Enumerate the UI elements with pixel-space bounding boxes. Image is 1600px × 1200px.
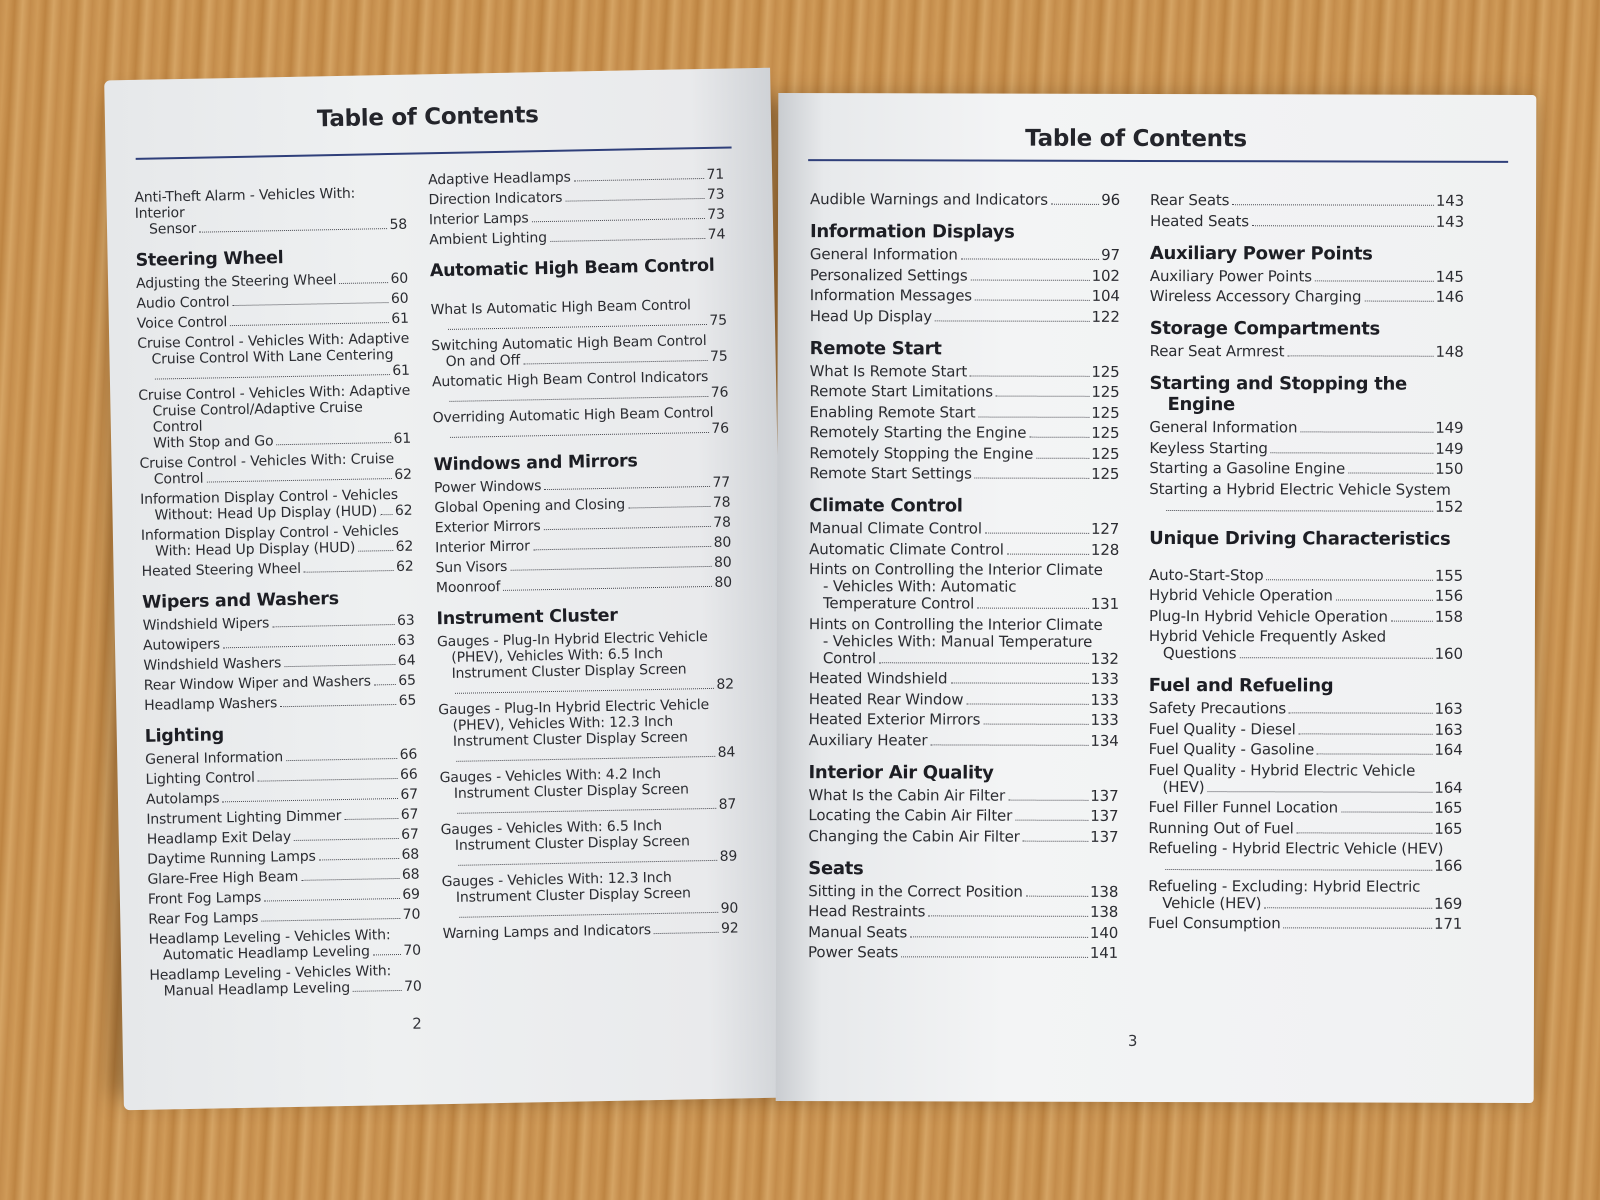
toc-entry: Global Opening and Closing 78	[434, 494, 731, 517]
toc-entry: Personalized Settings 102	[809, 265, 1120, 285]
toc-entry: Power Windows 77	[433, 474, 731, 497]
toc-entry: Gauges - Plug-In Hybrid Electric Vehicle (PHEV), Vehicles With: 12.3 Inch Instrument Cluster Display Screen 84	[438, 696, 736, 761]
toc-entry: Locating the Cabin Air Filter 137	[808, 806, 1119, 825]
section-heading: Seats	[808, 857, 864, 879]
toc-section-seats	[808, 858, 1118, 962]
toc-entry: Automatic Climate Control 128	[809, 539, 1120, 559]
toc-entry: What Is the Cabin Air Filter 137	[808, 785, 1119, 805]
right-column-2	[1148, 192, 1464, 946]
section-heading: Fuel and Refueling	[1148, 674, 1334, 697]
toc-entry: Cruise Control - Vehicles With: Cruise Control 62	[139, 450, 412, 488]
toc-entry: Remotely Starting the Engine 125	[809, 423, 1120, 442]
toc-entry: Heated Steering Wheel 62	[141, 558, 414, 580]
toc-section-instrument-cluster	[436, 604, 738, 943]
page-number: 2	[412, 1014, 423, 1033]
toc-entry: Adaptive Headlamps 71	[427, 166, 725, 189]
toc-entry: Changing the Cabin Air Filter 137	[808, 826, 1119, 846]
toc-entry: Fuel Quality - Hybrid Electric Vehicle (HEV) 164	[1148, 760, 1463, 797]
section-heading: Starting and Stopping the Engine	[1149, 372, 1408, 416]
toc-entry: Daytime Running Lamps 68	[146, 846, 420, 868]
toc-entry: Gauges - Vehicles With: 12.3 Inch Instrument Cluster Display Screen 90	[441, 869, 739, 917]
toc-section-aux-power	[1150, 242, 1464, 305]
section-heading: Remote Start	[809, 337, 942, 359]
toc-section-starting	[1149, 373, 1463, 515]
toc-entry: Glare-Free High Beam 68	[147, 866, 420, 888]
toc-entry: Autolamps 67	[145, 786, 419, 808]
toc-entry: Auxiliary Heater 134	[808, 730, 1119, 750]
toc-entry: Information Messages 104	[809, 286, 1120, 305]
toc-entry: Rear Seats 143	[1150, 190, 1465, 210]
toc-entry: General Information 66	[145, 746, 418, 768]
toc-entry: Rear Seat Armrest 148	[1149, 341, 1464, 361]
toc-entry: Headlamp Exit Delay 67	[146, 826, 419, 848]
toc-entry: Cruise Control - Vehicles With: Adaptive Cruise Control With Lane Centering 61	[137, 330, 410, 380]
toc-section-steering-wheel	[135, 246, 413, 580]
toc-entry: Fuel Filler Funnel Location 165	[1148, 797, 1463, 817]
page-title: Table of Contents	[1025, 125, 1247, 153]
toc-entry: Head Up Display 122	[809, 306, 1120, 326]
toc-entry: Windshield Washers 64	[143, 652, 416, 674]
toc-entry: Manual Seats 140	[808, 922, 1119, 942]
toc-entry: Interior Mirror 80	[435, 534, 732, 557]
toc-entry: Starting a Gasoline Engine 150	[1149, 458, 1464, 478]
toc-entry: Adjusting the Steering Wheel 60	[135, 270, 409, 292]
toc-entry: Information Display Control - Vehicles With: Head Up Display (HUD) 62	[140, 522, 414, 560]
section-heading: Instrument Cluster	[436, 605, 618, 630]
toc-section-air-quality	[808, 762, 1118, 846]
toc-entry: Direction Indicators 73	[428, 186, 725, 209]
toc-section-windows-mirrors	[433, 450, 732, 597]
toc-entry: Exterior Mirrors 78	[434, 514, 731, 537]
toc-entry: Instrument Lighting Dimmer 67	[146, 806, 419, 828]
toc-entry: Rear Window Wiper and Washers 65	[143, 672, 416, 694]
left-column-1	[134, 185, 422, 1013]
toc-section	[134, 185, 407, 238]
page-number: 3	[1127, 1031, 1138, 1050]
toc-entry: Heated Seats 143	[1149, 211, 1465, 231]
toc-entry: Auxiliary Power Points 145	[1149, 266, 1464, 286]
toc-entry: Heated Rear Window 133	[808, 689, 1119, 709]
toc-entry: Starting a Hybrid Electric Vehicle System 152	[1149, 479, 1464, 516]
left-page	[104, 68, 790, 1111]
toc-entry: Moonroof 80	[435, 574, 733, 597]
toc-entry: Fuel Quality - Diesel 163	[1148, 719, 1463, 739]
section-heading: Automatic High Beam Control	[429, 255, 715, 282]
toc-section-lighting	[145, 722, 422, 1000]
toc-section-lighting-continued	[428, 167, 725, 249]
toc-section-remote-start	[809, 338, 1119, 483]
section-heading: Information Displays	[809, 221, 1015, 243]
toc-section-fuel	[1148, 675, 1463, 933]
title-rule	[136, 146, 732, 159]
toc-entry: Remote Start Limitations 125	[809, 382, 1120, 401]
toc-entry: Gauges - Vehicles With: 6.5 Inch Instrument Cluster Display Screen 89	[440, 817, 738, 865]
toc-entry: Rear Fog Lamps 70	[148, 906, 421, 928]
toc-entry: Power Seats 141	[808, 943, 1119, 962]
toc-entry: Hybrid Vehicle Operation 156	[1148, 585, 1464, 605]
toc-entry: Auto-Start-Stop 155	[1149, 565, 1464, 585]
toc-entry: Headlamp Leveling - Vehicles With: Manual Headlamp Leveling 70	[149, 963, 422, 1000]
toc-section-unique-driving	[1149, 527, 1463, 662]
toc-entry: Hints on Controlling the Interior Climate - Vehicles With: Manual Temperature Control 132	[808, 614, 1119, 668]
toc-entry: Head Restraints 138	[808, 902, 1119, 921]
toc-section-wipers	[142, 588, 416, 714]
toc-section-seats-continued	[1150, 192, 1464, 230]
toc-section-auto-high-beam	[430, 256, 729, 443]
toc-entry: Heated Windshield 133	[808, 669, 1119, 688]
toc-entry: Audible Warnings and Indicators 96	[810, 190, 1121, 209]
section-heading: Auxiliary Power Points	[1149, 242, 1373, 265]
toc-entry: Information Display Control - Vehicles Without: Head Up Display (HUD) 62	[140, 486, 413, 524]
toc-entry: Manual Climate Control 127	[809, 519, 1120, 538]
toc-entry: Hints on Controlling the Interior Climate - Vehicles With: Automatic Temperature Control 131	[809, 560, 1120, 613]
toc-entry: Running Out of Fuel 165	[1148, 818, 1463, 838]
toc-entry: Front Fog Lamps 69	[147, 886, 421, 908]
section-heading: Storage Compartments	[1149, 317, 1380, 340]
toc-entry: Headlamp Leveling - Vehicles With: Automatic Headlamp Leveling 70	[148, 927, 422, 964]
toc-entry: Keyless Starting 149	[1149, 438, 1464, 458]
toc-entry: Audio Control 60	[136, 290, 409, 312]
toc-entry: Lighting Control 66	[145, 766, 418, 788]
toc-entry: Heated Exterior Mirrors 133	[808, 710, 1119, 729]
toc-entry: Wireless Accessory Charging 146	[1149, 286, 1464, 306]
section-heading: Windows and Mirrors	[433, 451, 638, 476]
toc-entry: Ambient Lighting 74	[429, 226, 726, 249]
toc-entry: Headlamp Washers 65	[144, 692, 417, 714]
toc-entry: Remote Start Settings 125	[809, 464, 1120, 483]
toc-entry: Interior Lamps 73	[428, 206, 726, 229]
toc-entry: Fuel Quality - Gasoline 164	[1148, 739, 1463, 759]
toc-section	[810, 191, 1120, 209]
toc-entry: What Is Remote Start 125	[809, 361, 1120, 381]
section-heading: Lighting	[144, 725, 225, 747]
toc-entry: Gauges - Plug-In Hybrid Electric Vehicle (PHEV), Vehicles With: 6.5 Inch Instrument Cluster Display Screen 82	[436, 629, 735, 693]
toc-entry: Sun Visors 80	[435, 554, 732, 577]
title-rule	[808, 159, 1508, 162]
toc-section-storage	[1150, 318, 1464, 361]
page-title: Table of Contents	[316, 102, 539, 133]
toc-entry: General Information 149	[1149, 417, 1464, 437]
toc-entry: Fuel Consumption 171	[1148, 913, 1463, 933]
toc-section-climate	[809, 495, 1120, 749]
toc-entry: Windshield Wipers 63	[142, 612, 415, 634]
toc-entry: Automatic High Beam Control Indicators 76	[431, 368, 729, 401]
toc-entry: Sitting in the Correct Position 138	[808, 881, 1119, 901]
toc-entry: Plug-In Hybrid Vehicle Operation 158	[1148, 606, 1463, 626]
right-column-1	[808, 191, 1120, 975]
toc-entry: Overriding Automatic High Beam Control 76	[432, 404, 730, 437]
toc-entry: Anti-Theft Alarm - Vehicles With: Interior Sensor 58	[134, 185, 408, 238]
toc-entry: Hybrid Vehicle Frequently Asked Questions 160	[1148, 626, 1463, 663]
section-heading: Climate Control	[809, 495, 963, 517]
section-heading: Unique Driving Characteristics	[1149, 527, 1451, 550]
toc-entry: Safety Precautions 163	[1148, 698, 1463, 718]
toc-entry: Cruise Control - Vehicles With: Adaptive Cruise Control/Adaptive Cruise Control With Stop and Go 61	[138, 382, 412, 452]
toc-entry: Enabling Remote Start 125	[809, 402, 1120, 422]
toc-entry: General Information 97	[809, 245, 1120, 264]
toc-entry: Warning Lamps and Indicators 92	[442, 920, 739, 943]
section-heading: Interior Air Quality	[808, 761, 994, 784]
right-page	[776, 93, 1537, 1103]
left-column-2	[428, 167, 739, 956]
toc-entry: What Is Automatic High Beam Control 75	[430, 297, 728, 329]
toc-section-info-displays	[810, 221, 1120, 325]
section-heading: Steering Wheel	[135, 248, 284, 271]
toc-entry: Refueling - Hybrid Electric Vehicle (HEV) 166	[1148, 838, 1463, 875]
toc-entry: Refueling - Excluding: Hybrid Electric Vehicle (HEV) 169	[1148, 876, 1463, 913]
toc-entry: Remotely Stopping the Engine 125	[809, 443, 1120, 463]
toc-entry: Switching Automatic High Beam Control On and Off 75	[431, 332, 728, 370]
toc-entry: Gauges - Vehicles With: 4.2 Inch Instrument Cluster Display Screen 87	[439, 765, 737, 813]
section-heading: Wipers and Washers	[142, 589, 339, 613]
toc-entry: Voice Control 61	[136, 310, 409, 332]
toc-entry: Autowipers 63	[142, 632, 416, 654]
